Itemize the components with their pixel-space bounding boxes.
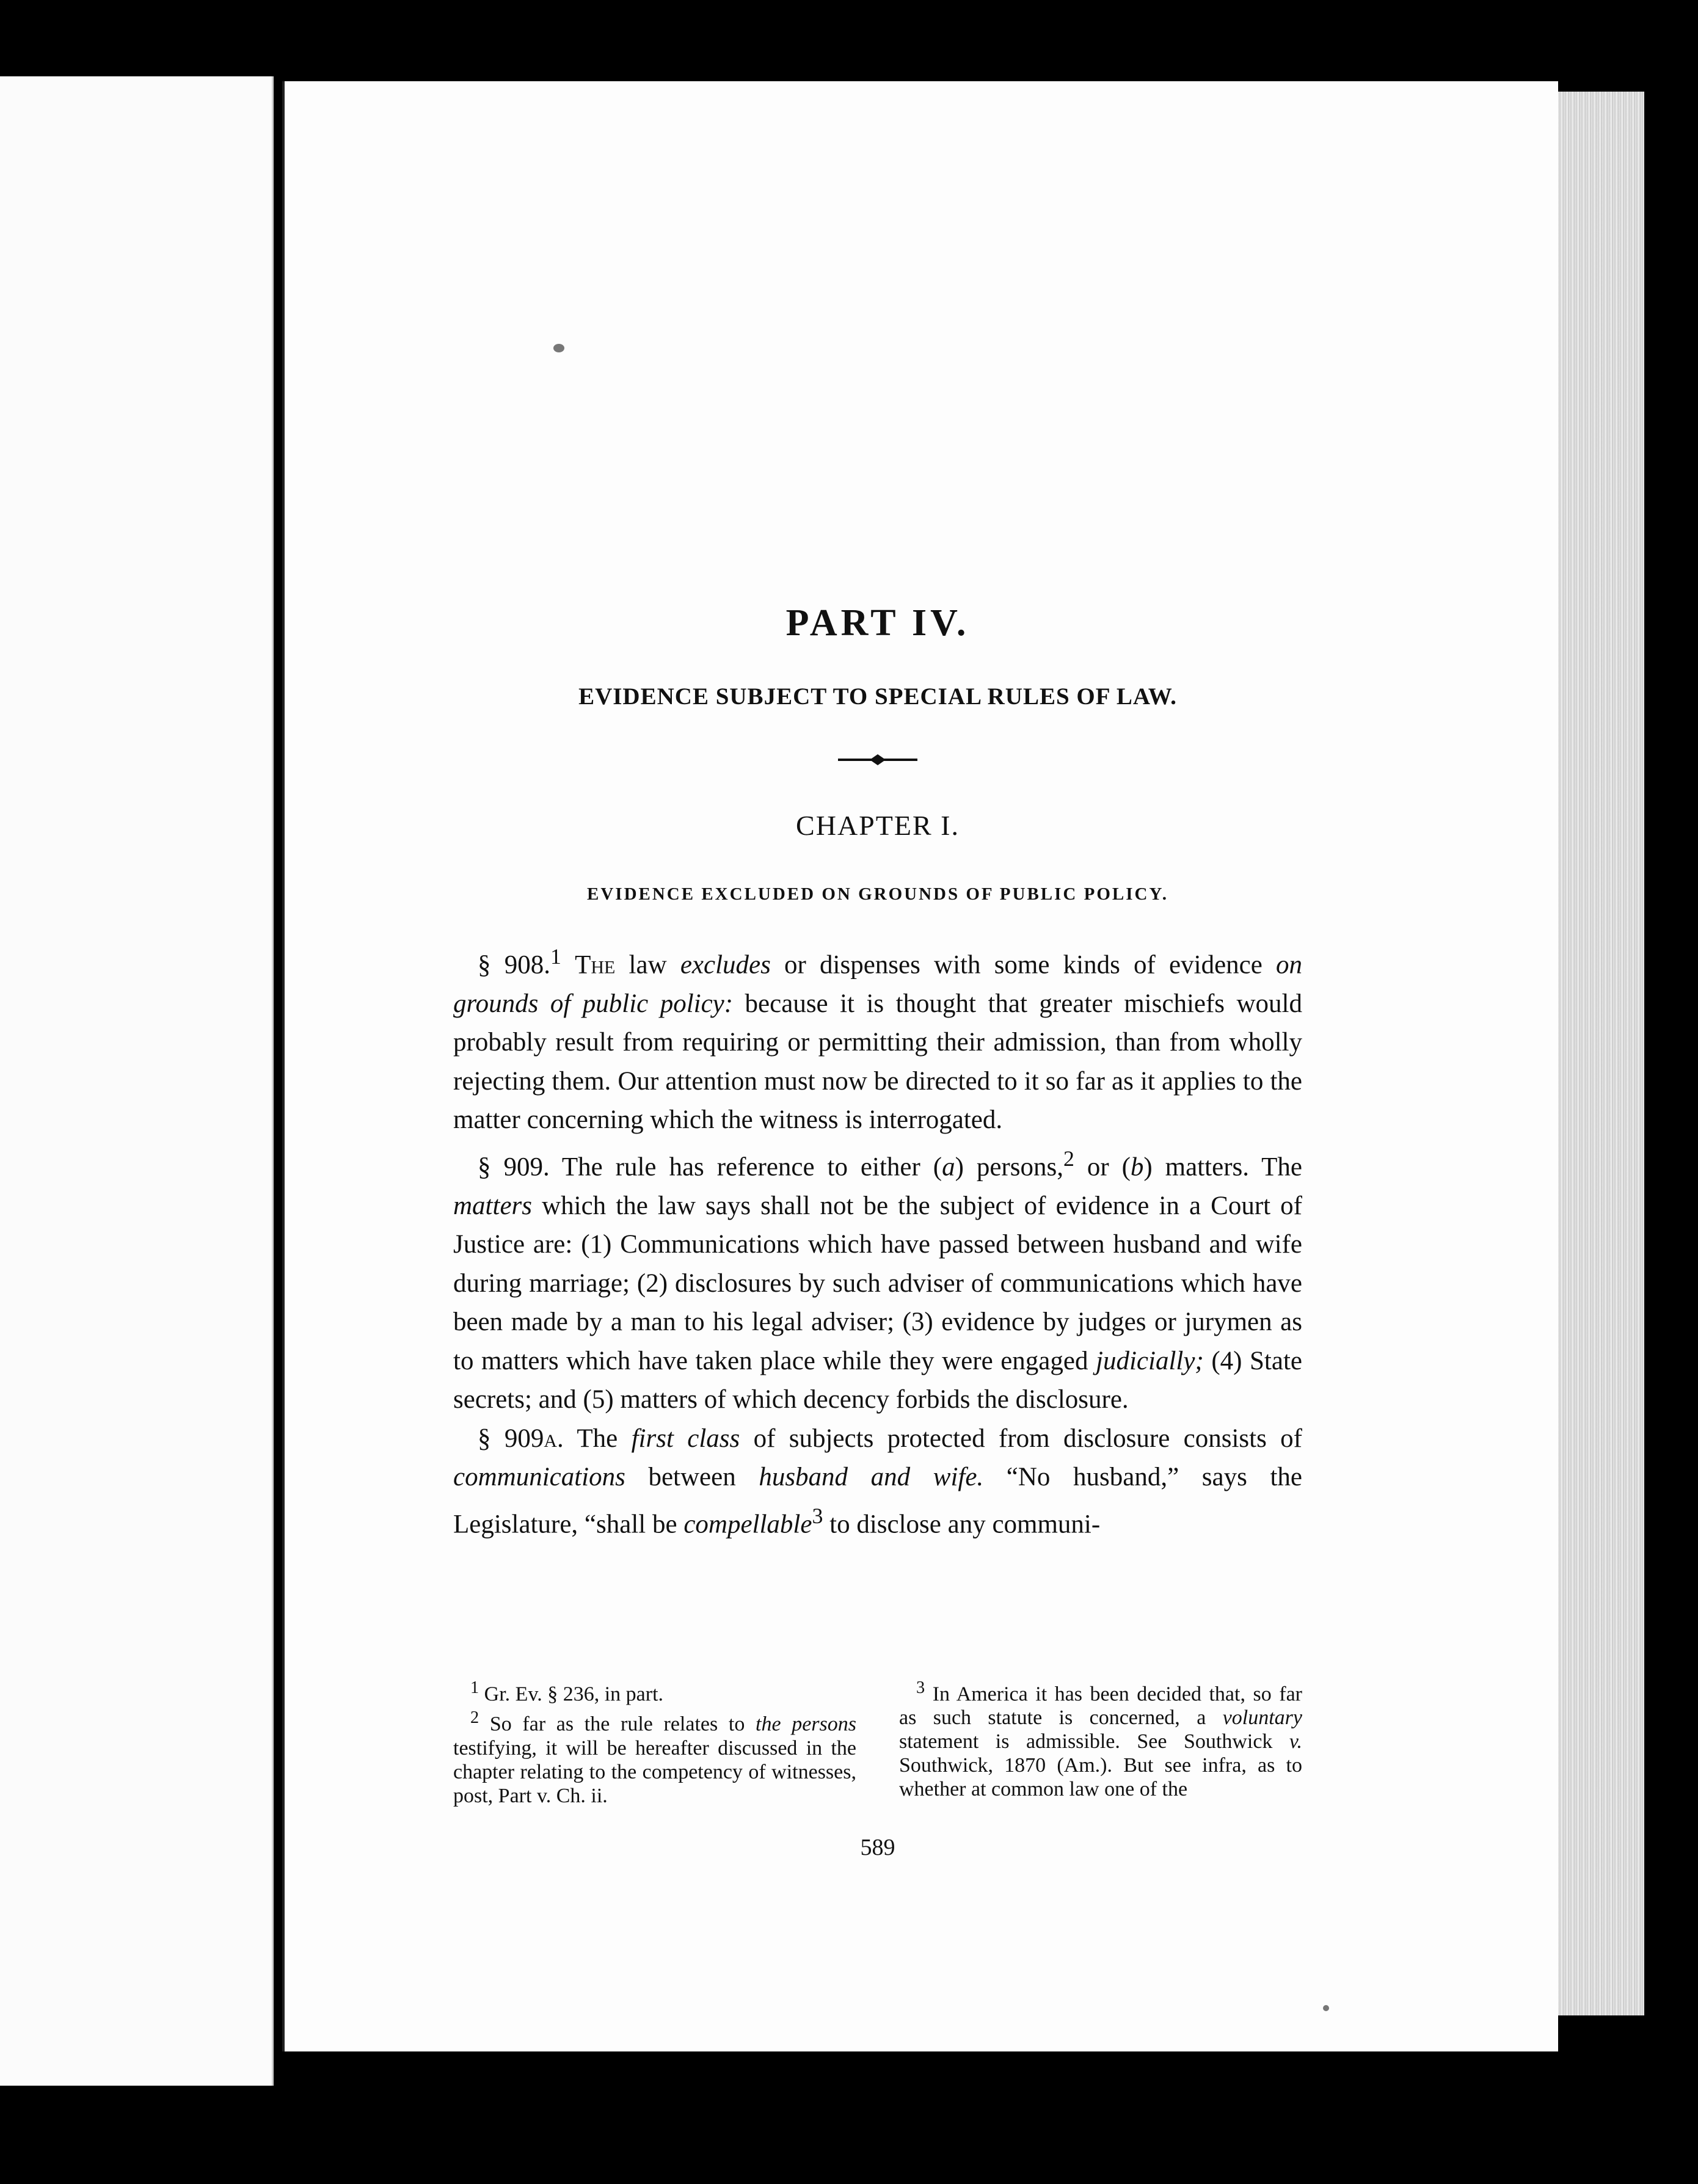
footnote-italic: v. [1289,1730,1302,1753]
paragraph-909 [453,1140,1302,1419]
text-run: ) matters. The [1143,1152,1303,1182]
text-run: or dispenses with some kinds of evidence [770,950,1277,980]
body-text [453,937,1302,1543]
footnote-2 [453,1706,856,1807]
footnote-ref: 3 [812,1503,823,1528]
italic-run: a [942,1152,955,1182]
footnote-italic: voluntary [1222,1706,1302,1730]
text-run: law [615,950,680,980]
part-subtitle: EVIDENCE SUBJECT TO SPECIAL RULES OF LAW. [578,683,1177,710]
footnote-number: 2 [470,1708,479,1728]
italic-run: matters [453,1191,532,1220]
footnote-1 [453,1676,856,1706]
text-run: which the law says shall not be the subject of evidence in a Court of Justice are: (1) Communications which have passed between husband and wife during marriage; (2) disclosures by such adviser of communications which have been made by a man to his legal adviser; (3) evidence by judges or jurymen as to matters which have taken place while they were engaged [453,1191,1302,1375]
footnote-text: In America it has been decided that, so far as such statute is concerned, a [899,1683,1302,1730]
footnote-column-left [453,1676,856,1808]
section-mark-suffix: a [544,1424,558,1453]
text-run: . The [557,1424,632,1453]
footnote-text: So far as the rule relates to [479,1713,756,1736]
text-run: between [625,1463,759,1492]
chapter-subtitle: EVIDENCE EXCLUDED ON GROUNDS OF PUBLIC POLICY. [587,884,1168,904]
book-page-edges [1551,92,1644,2015]
italic-run: first class [631,1424,740,1453]
footnote-number: 3 [916,1678,925,1697]
lead-word: The [575,950,616,980]
text-run: or ( [1074,1152,1131,1182]
italic-run: judicially; [1096,1346,1204,1375]
ink-speck [553,344,564,352]
paragraph-908 [453,937,1302,1140]
section-mark: § 909. [478,1152,550,1182]
footnote-text: statement is admissible. See Southwick [899,1730,1289,1753]
footnote-number: 1 [470,1678,479,1697]
part-title: PART IV. [785,602,970,644]
text-run: because it is thought that greater mischiefs would probably result from requiring or permitting their admission, than from wholly rejecting them. Our attention must now be directed to it so far as it applies to the matter concerning which the witness is interrogated. [453,989,1302,1135]
footnote-ref: 2 [1063,1146,1074,1171]
footnote-text: Southwick, 1870 (Am.). But see infra, as to whether at common law one of the [899,1754,1302,1801]
page-number: 589 [860,1835,895,1860]
facing-page [0,76,274,2086]
footnotes [453,1676,1302,1808]
paragraph-909a [453,1419,1302,1544]
divider-ornament [838,752,917,767]
chapter-title: CHAPTER I. [796,810,960,841]
footnote-italic: the persons [756,1713,857,1736]
footnote-column-right [899,1676,1302,1808]
footnote-text: Gr. Ev. § 236, in part. [479,1683,664,1706]
text-run: The rule has reference to either ( [549,1152,942,1182]
italic-run: excludes [680,950,771,980]
text-run: ) persons, [955,1152,1063,1182]
italic-run: husband and wife. [759,1463,984,1492]
italic-run: communications [453,1463,625,1492]
footnote-ref: 1 [550,944,561,969]
italic-run: b [1130,1152,1144,1182]
footnote-text: testifying, it will be hereafter discussed in the chapter relating to the competency of witnesses, post, Part v. Ch. ii. [453,1736,856,1807]
text-run: “No husband,” says the Legislature, “shall be [453,1463,1302,1538]
text-run: (4) State secrets; and (5) matters of which decency forbids the disclosure. [453,1346,1302,1414]
section-mark: § 909 [478,1424,544,1453]
italic-run: compellable [683,1509,812,1538]
section-mark: § 908. [478,950,550,980]
text-run: to disclose any communi- [823,1509,1101,1538]
footnote-3 [899,1676,1302,1801]
ink-speck [1323,2005,1329,2011]
text-run: of subjects protected from disclosure consists of [740,1424,1303,1453]
italic-run: on grounds of public policy: [453,950,1303,1018]
